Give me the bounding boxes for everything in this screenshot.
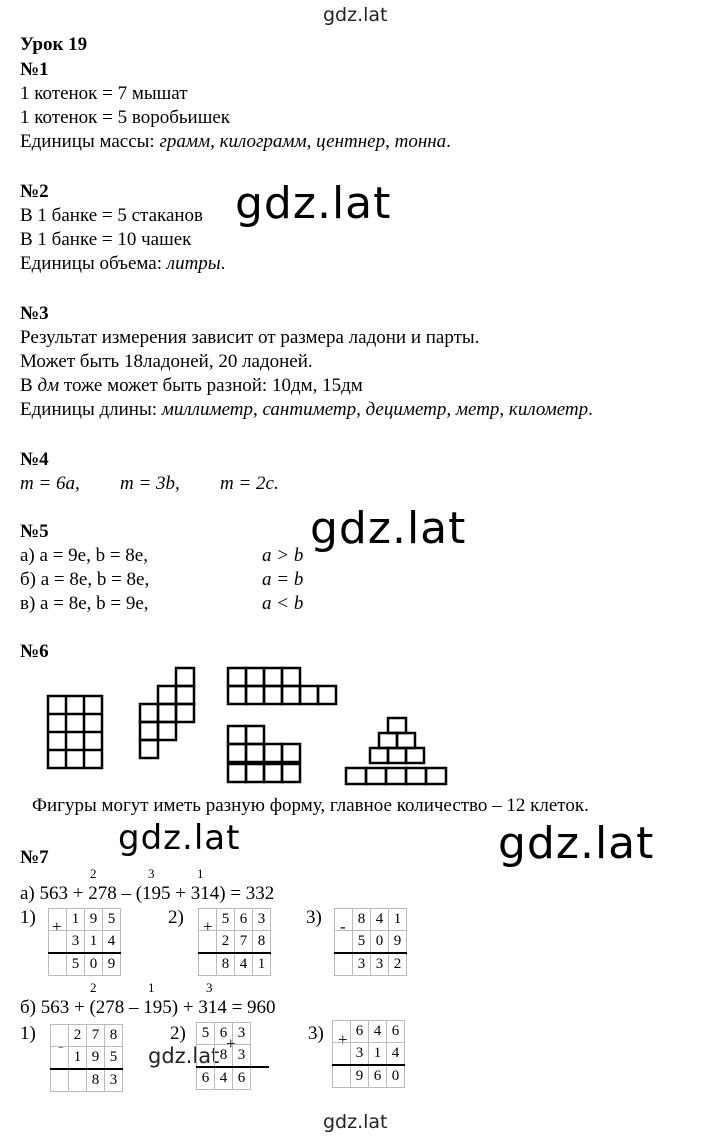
task-6-title: №6 — [20, 641, 49, 662]
watermark-bottom: gdz.lat — [323, 1111, 388, 1133]
task-5-row-3: в) a = 8е, b = 9е, — [20, 593, 149, 614]
task-4-title: №4 — [20, 449, 49, 470]
figure-horizontal — [226, 666, 342, 708]
watermark-4: gdz.lat — [498, 818, 655, 869]
task-5-row-2: б) a = 8е, b = 8е, — [20, 569, 150, 590]
task-2-title: №2 — [20, 181, 49, 202]
calc-b3-grid: 6 4 6 3 1 4 9 6 0 — [332, 1020, 405, 1088]
watermark-1: gdz.lat — [232, 178, 394, 229]
order-mark-b3: 3 — [206, 980, 213, 995]
calc-a2-grid: 5 6 3 2 7 8 8 4 1 — [198, 908, 271, 976]
task-2-line-2: В 1 банке = 10 чашек — [20, 229, 192, 250]
calc-b1-label: 1) — [20, 1023, 36, 1044]
calc-a1-sign: + — [52, 917, 62, 936]
task-5-result-3: a < b — [262, 593, 304, 614]
task-3-line-3: В дм тоже может быть разной: 10дм, 15дм — [20, 375, 363, 396]
task-6-caption: Фигуры могут иметь разную форму, главное количество – 12 клеток. — [32, 795, 589, 816]
calc-b2-label: 2) — [170, 1023, 186, 1044]
task-4-eq-3: m = 2c. — [220, 473, 279, 494]
figure-block — [226, 724, 304, 786]
task-7-title: №7 — [20, 847, 49, 868]
calc-a2-label: 2) — [168, 907, 184, 928]
task-1-line-3: Единицы массы: грамм, килограмм, центнер, тонна. — [20, 131, 451, 152]
order-mark-a1: 2 — [90, 866, 97, 881]
calc-b2-grid: 5 6 3 8 3 6 4 6 — [196, 1022, 269, 1090]
calc-a3-sign: - — [340, 917, 346, 936]
task-5-result-2: a = b — [262, 569, 304, 590]
task-2-line-1: В 1 банке = 5 стаканов — [20, 205, 204, 226]
watermark-3: gdz.lat — [118, 818, 241, 858]
calc-a1-label: 1) — [20, 907, 36, 928]
calc-a2-sign: + — [203, 917, 213, 936]
lesson-title: Урок 19 — [20, 34, 88, 55]
figure-rectangle — [46, 694, 106, 774]
calc-b2-sign: + — [226, 1034, 236, 1053]
calc-b1-grid: 2 7 8 1 9 5 8 3 — [50, 1024, 123, 1092]
order-mark-a3: 1 — [197, 866, 204, 881]
task-7a-expression: а) 563 + 278 – (195 + 314) = 332 — [20, 883, 275, 904]
watermark-top: gdz.lat — [323, 4, 388, 26]
calc-b3-sign: + — [338, 1030, 348, 1049]
task-5-result-1: a > b — [262, 545, 304, 566]
figure-pyramid — [344, 716, 450, 788]
task-5-title: №5 — [20, 521, 49, 542]
task-1-line-2: 1 котенок = 5 воробьишек — [20, 107, 231, 128]
calc-b3-label: 3) — [308, 1023, 324, 1044]
watermark-5: gdz.lat — [148, 1044, 220, 1068]
task-3-title: №3 — [20, 303, 49, 324]
calc-a3-grid: 8 4 1 5 0 9 3 3 2 — [334, 908, 407, 976]
calc-a3-label: 3) — [306, 907, 322, 928]
order-mark-b2: 1 — [148, 980, 155, 995]
task-5-row-1: а) a = 9е, b = 8е, — [20, 545, 148, 566]
figure-staircase — [138, 666, 198, 762]
calc-b1-sign: - — [58, 1036, 64, 1055]
watermark-2: gdz.lat — [310, 503, 467, 554]
task-1-title: №1 — [20, 59, 49, 80]
task-2-line-3: Единицы объема: литры. — [20, 253, 226, 274]
task-3-line-4: Единицы длины: миллиметр, сантиметр, дециметр, метр, километр. — [20, 399, 593, 420]
order-mark-b1: 2 — [90, 980, 97, 995]
task-1-line-1: 1 котенок = 7 мышат — [20, 83, 188, 104]
order-mark-a2: 3 — [148, 866, 155, 881]
task-3-line-2: Может быть 18ладоней, 20 ладоней. — [20, 351, 313, 372]
calc-a1-grid: 1 9 5 3 1 4 5 0 9 — [48, 908, 121, 976]
task-4-eq-2: m = 3b, — [120, 473, 180, 494]
task-4-eq-1: m = 6a, — [20, 473, 80, 494]
task-3-line-1: Результат измерения зависит от размера ладони и парты. — [20, 327, 480, 348]
task-7b-expression: б) 563 + (278 – 195) + 314 = 960 — [20, 997, 276, 1018]
